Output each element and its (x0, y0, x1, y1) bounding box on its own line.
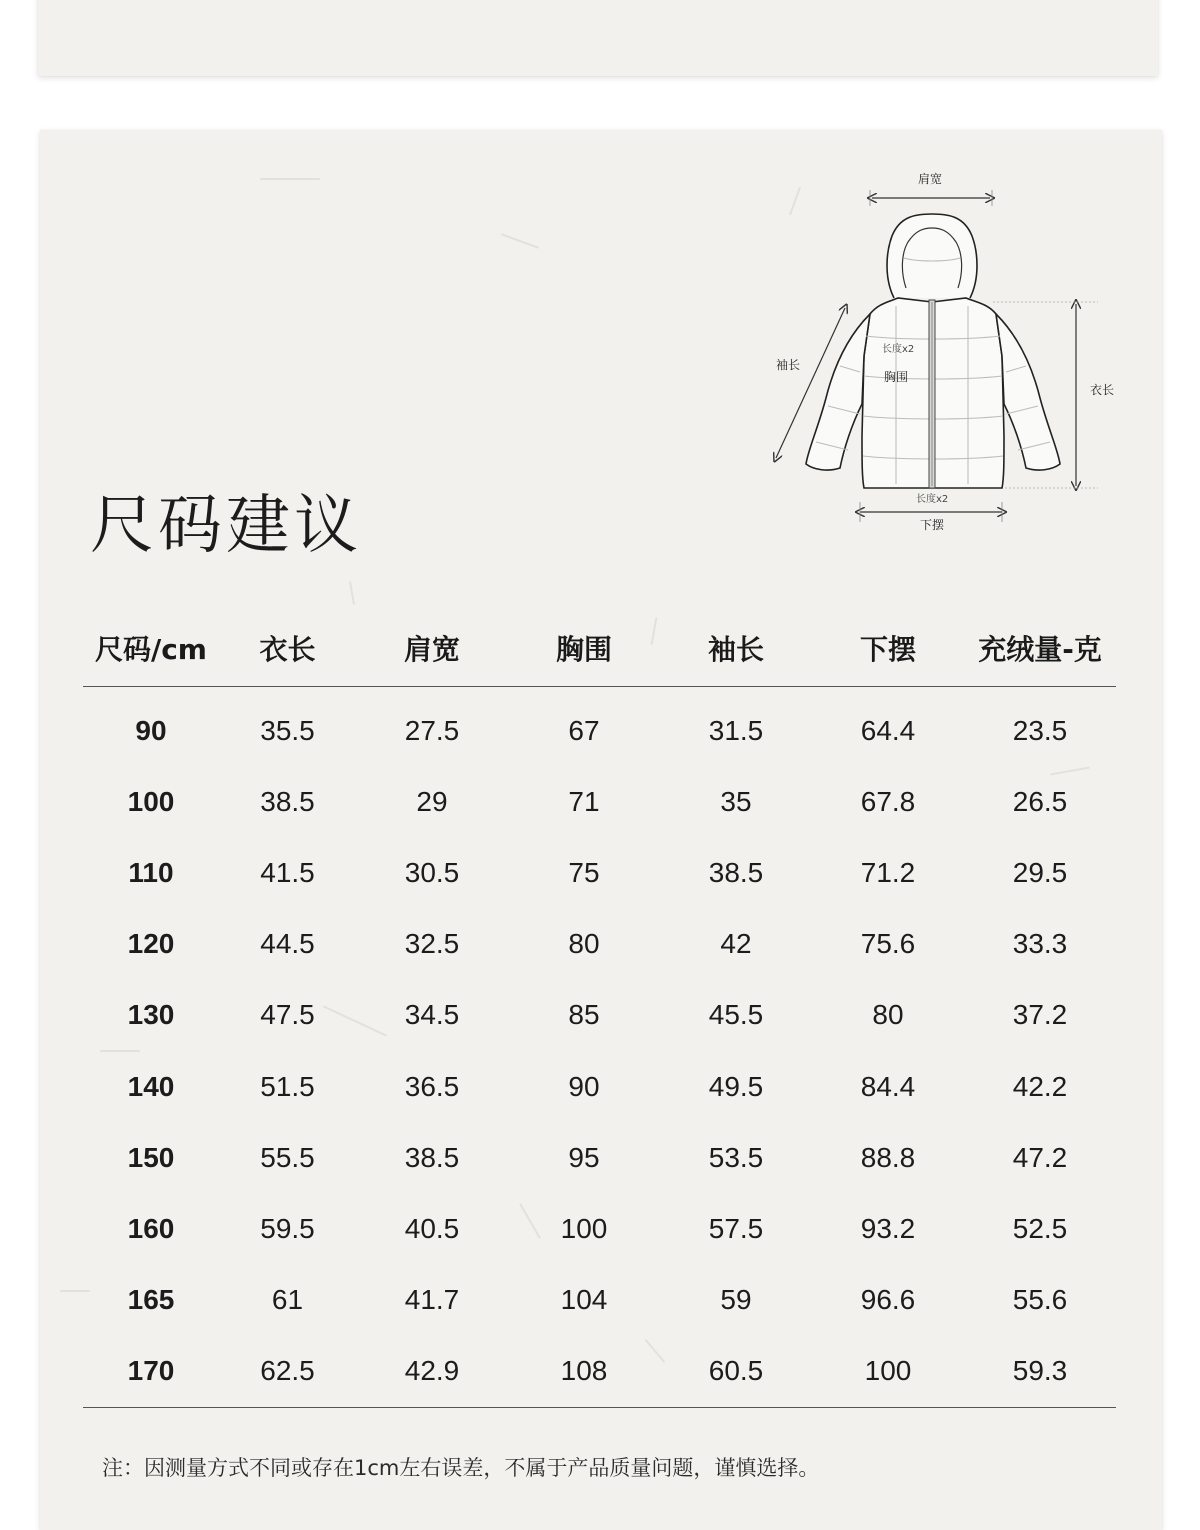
table-cell: 42.9 (356, 1336, 508, 1408)
table-cell: 47.2 (1012, 1141, 1068, 1173)
table-cell: 71.2 (860, 856, 916, 888)
table-row (83, 909, 1116, 980)
table-cell: 34.5 (404, 999, 460, 1031)
diagram-label-shoulder: 肩宽 (918, 172, 943, 186)
diagram-label-length: 衣长 (1090, 383, 1115, 397)
table-cell: 59.5 (260, 1212, 315, 1244)
jacket-illustration (768, 166, 1128, 546)
table-cell: 37.2 (1012, 999, 1068, 1031)
table-cell: 49.5 (708, 1070, 764, 1102)
table-cell: 93.2 (860, 1212, 916, 1244)
table-cell: 104 (560, 1284, 608, 1316)
header-chest: 胸围 (508, 610, 660, 687)
paper-fiber (260, 178, 320, 180)
size-guide-card (40, 130, 1162, 1530)
table-row (83, 1193, 1116, 1264)
table-cell: 26.5 (1012, 785, 1068, 817)
table-cell: 52.5 (1012, 1212, 1068, 1244)
previous-section-card (38, 0, 1158, 76)
table-cell: 84.4 (860, 1070, 916, 1102)
table-cell: 67.8 (860, 785, 916, 817)
table-row (83, 1051, 1116, 1122)
table-cell: 35.5 (260, 714, 315, 746)
table-cell: 40.5 (404, 1212, 460, 1244)
table-cell: 41.5 (260, 856, 315, 888)
table-cell: 59.3 (964, 1336, 1116, 1408)
table-cell: 90 (568, 1070, 600, 1102)
table-cell: 100 (812, 1336, 964, 1408)
header-down-fill: 充绒量-克 (964, 610, 1116, 687)
table-row (83, 1122, 1116, 1193)
header-size: 尺码/cm (83, 610, 219, 687)
table-cell: 36.5 (404, 1070, 460, 1102)
cell-size: 130 (127, 999, 175, 1031)
paper-fiber (501, 233, 539, 249)
table-cell: 60.5 (660, 1336, 812, 1408)
table-row (83, 1336, 1116, 1408)
table-cell: 59 (720, 1284, 752, 1316)
table-cell: 32.5 (404, 928, 460, 960)
table-cell: 80 (568, 928, 600, 960)
table-cell: 29.5 (1012, 856, 1068, 888)
diagram-label-hem-note: 长度x2 (916, 494, 949, 505)
paper-fiber (349, 581, 355, 605)
header-hem: 下摆 (812, 610, 964, 687)
cell-size: 150 (127, 1141, 175, 1173)
table-cell: 108 (508, 1336, 660, 1408)
table-cell: 23.5 (1012, 714, 1068, 746)
table-cell: 42.2 (1012, 1070, 1068, 1102)
header-length: 衣长 (219, 610, 356, 687)
table-cell: 100 (560, 1212, 608, 1244)
cell-size: 120 (127, 928, 175, 960)
table-cell: 96.6 (860, 1284, 916, 1316)
table-cell: 88.8 (860, 1141, 916, 1173)
table-cell: 42 (720, 928, 752, 960)
table-cell: 75 (568, 856, 600, 888)
jacket-measurement-diagram (768, 166, 1128, 546)
table-cell: 27.5 (404, 714, 460, 746)
table-cell: 30.5 (404, 856, 460, 888)
table-cell: 64.4 (860, 714, 916, 746)
table-cell: 35 (720, 785, 752, 817)
table-cell: 55.5 (260, 1141, 315, 1173)
table-header-row (83, 610, 1116, 687)
cell-size: 100 (127, 785, 175, 817)
table-cell: 71 (568, 785, 600, 817)
cell-size: 110 (128, 856, 174, 888)
table-row (83, 837, 1116, 908)
measurement-note: 注：因测量方式不同或存在1cm左右误差，不属于产品质量问题，谨慎选择。 (102, 1456, 820, 1480)
header-shoulder: 肩宽 (356, 610, 508, 687)
table-cell: 38.5 (404, 1141, 460, 1173)
table-cell: 47.5 (260, 999, 315, 1031)
cell-size: 165 (127, 1284, 175, 1316)
table-row (83, 687, 1116, 767)
diagram-label-chest-note: 长度x2 (882, 344, 915, 355)
table-cell: 62.5 (219, 1336, 356, 1408)
table-cell: 85 (568, 999, 600, 1031)
table-cell: 53.5 (708, 1141, 764, 1173)
table-cell: 38.5 (260, 785, 315, 817)
table-cell: 44.5 (260, 928, 315, 960)
table-cell: 75.6 (860, 928, 916, 960)
table-cell: 31.5 (708, 714, 764, 746)
table-row (83, 766, 1116, 837)
cell-size: 170 (83, 1336, 219, 1408)
header-sleeve: 袖长 (660, 610, 812, 687)
table-cell: 57.5 (708, 1212, 764, 1244)
table-row (83, 1265, 1116, 1336)
table-cell: 67 (568, 714, 600, 746)
cell-size: 160 (127, 1212, 175, 1244)
table-cell: 51.5 (260, 1070, 315, 1102)
table-cell: 38.5 (708, 856, 764, 888)
table-cell: 41.7 (404, 1284, 460, 1316)
table-row (83, 980, 1116, 1051)
diagram-label-chest: 胸围 (884, 370, 909, 384)
table-cell: 61 (271, 1284, 304, 1316)
table-cell: 45.5 (708, 999, 764, 1031)
table-cell: 80 (872, 999, 904, 1031)
table-cell: 33.3 (1012, 928, 1068, 960)
table-cell: 29 (416, 785, 448, 817)
diagram-label-hem: 下摆 (920, 518, 945, 532)
cell-size: 90 (135, 714, 167, 746)
table-cell: 55.6 (1012, 1284, 1068, 1316)
page-title: 尺码建议 (90, 489, 362, 563)
size-chart-table (83, 610, 1116, 1408)
diagram-label-sleeve: 袖长 (776, 358, 801, 372)
cell-size: 140 (127, 1070, 175, 1102)
table-cell: 95 (568, 1141, 600, 1173)
